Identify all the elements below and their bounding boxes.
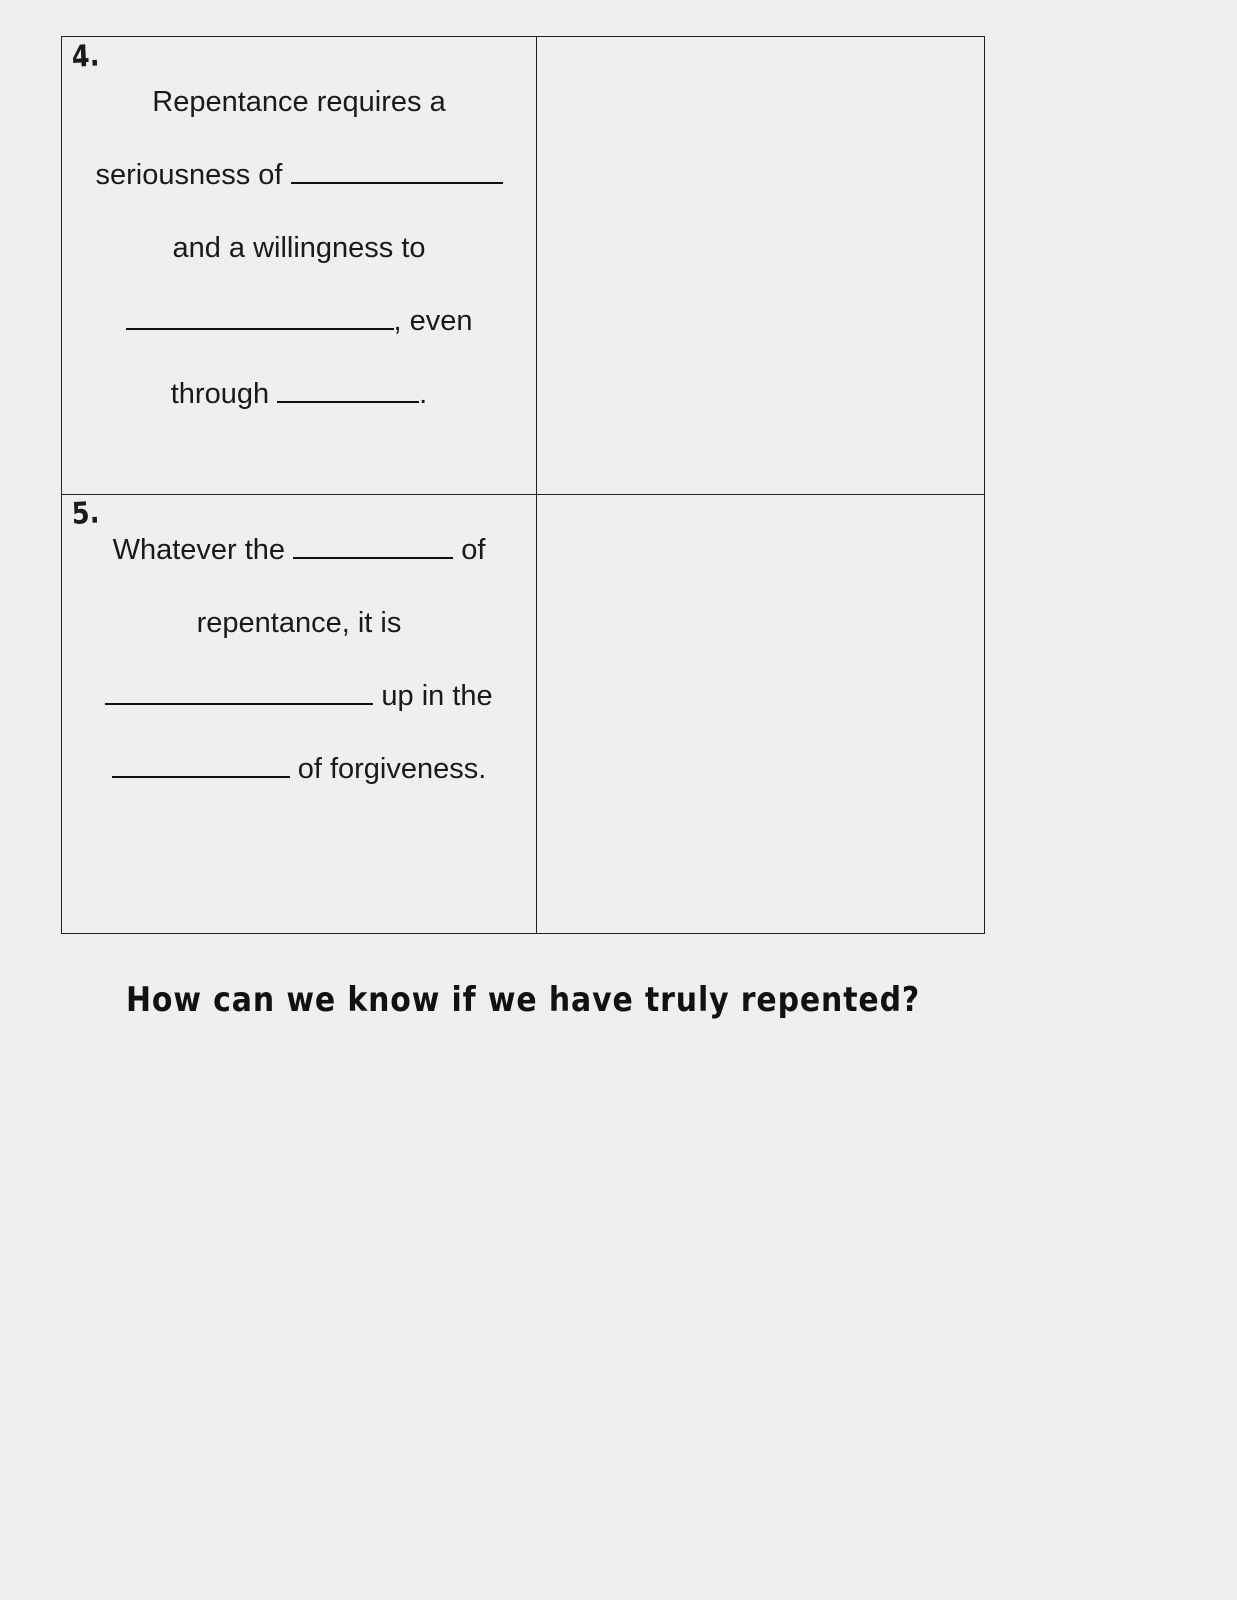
- item-4-number: 4.: [71, 38, 101, 75]
- reflection-question: How can we know if we have truly repented?: [126, 980, 921, 1020]
- worksheet-grid: [61, 36, 985, 934]
- item-5-line-3: up in the: [62, 679, 536, 713]
- item-4-line-1: Repentance requires a: [152, 86, 446, 118]
- item-4-line-4: , even: [62, 304, 536, 338]
- item-5-answer-space[interactable]: [536, 494, 986, 935]
- fill-in-blank[interactable]: [105, 679, 373, 705]
- item-4-line-3: and a willingness to: [172, 232, 426, 264]
- item-4-line-5: through .: [170, 378, 428, 410]
- item-5-line-4: of forgiveness.: [62, 752, 536, 786]
- fill-in-blank[interactable]: [112, 752, 290, 778]
- item-5-cell: [62, 494, 536, 935]
- fill-in-blank[interactable]: [277, 377, 419, 403]
- item-4-line-2: seriousness of: [62, 158, 536, 192]
- item-5-line-2: repentance, it is: [196, 607, 402, 639]
- item-5-number: 5.: [71, 495, 101, 532]
- item-4-answer-space[interactable]: [536, 37, 986, 494]
- fill-in-blank[interactable]: [126, 304, 394, 330]
- item-5-line-1: Whatever the of: [112, 534, 486, 566]
- fill-in-blank[interactable]: [293, 533, 453, 559]
- fill-in-blank[interactable]: [291, 158, 503, 184]
- item-4-cell: [62, 37, 536, 494]
